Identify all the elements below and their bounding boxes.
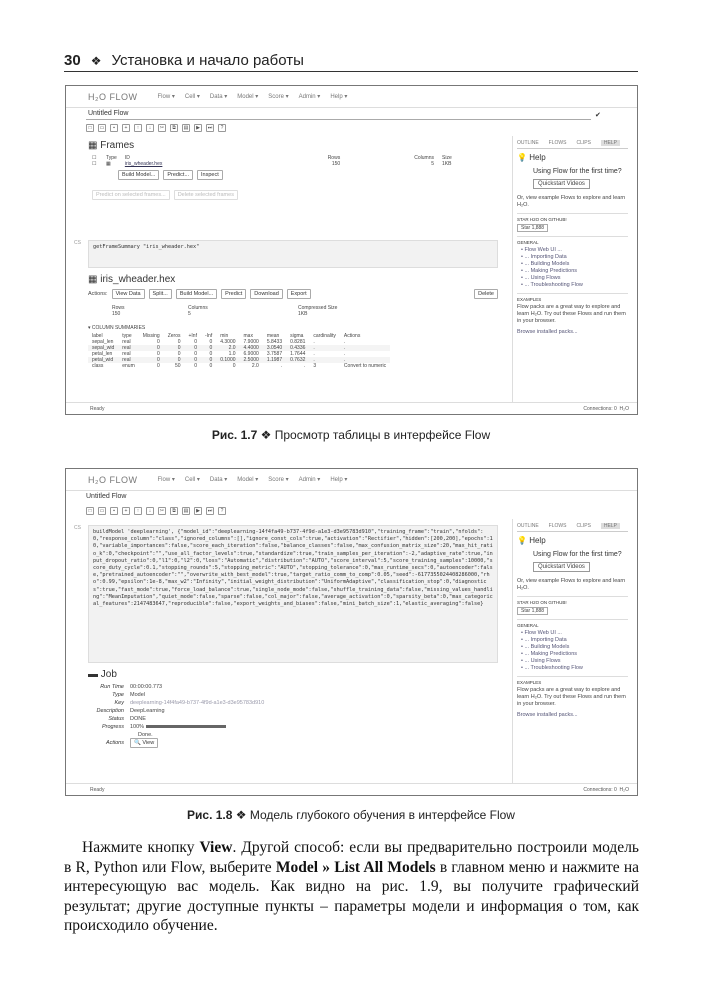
table-cell: 6.9000 (243, 351, 259, 357)
table-cell: 1.0 (228, 351, 236, 357)
menu-help[interactable]: Help ▾ (330, 477, 348, 483)
job-field-value: Model (130, 692, 145, 698)
connections-count: Connections: 0 (583, 786, 617, 793)
new-icon[interactable]: □ (86, 507, 94, 515)
table-cell: 7.9000 (243, 339, 259, 345)
table-cell: 0 (177, 339, 181, 345)
table-cell: 0 (209, 357, 213, 363)
menu-admin[interactable]: Admin ▾ (298, 477, 321, 483)
connections-count: Connections: 0 (583, 405, 617, 412)
table-cell: 0 (194, 351, 197, 357)
list-item[interactable]: • ... Building Models (521, 644, 570, 650)
h2o-logo: H₂O (619, 786, 629, 793)
table-cell: 0.4336 (290, 345, 306, 351)
table-cell: 0.7632 (290, 357, 306, 363)
browse-packs-link[interactable]: Browse installed packs... (517, 329, 578, 335)
predict-button[interactable]: Predict... (163, 170, 193, 180)
save-icon[interactable]: ▪ (110, 124, 118, 132)
table-cell: . (343, 351, 346, 357)
list-item[interactable]: • ... Making Predictions (521, 268, 578, 274)
job-field-label: Description (96, 708, 124, 714)
table-cell: 0.8281 (290, 339, 306, 345)
open-icon[interactable]: ▭ (99, 508, 105, 514)
menu-cell[interactable]: Cell ▾ (184, 94, 200, 100)
run-icon[interactable]: ▶ (194, 124, 202, 132)
tab-flows[interactable]: FLOWS (548, 523, 567, 529)
check-icon[interactable]: ✔ (595, 112, 601, 119)
table-cell: 0 (232, 363, 236, 369)
tab-outline[interactable]: OUTLINE (517, 523, 539, 529)
tab-outline[interactable]: OUTLINE (517, 140, 539, 146)
build-model-button[interactable]: Build Model... (118, 170, 159, 180)
help-icon[interactable]: ? (218, 507, 226, 515)
menu-data[interactable]: Data ▾ (209, 94, 228, 100)
table-cell: class (92, 363, 104, 369)
inspect-button[interactable]: Inspect (197, 170, 223, 180)
table-cell: real (122, 351, 131, 357)
column-header: max (243, 333, 253, 339)
body-paragraph: Нажмите кнопку View. Другой способ: если вы предварительно построили модель в R, Python или Flow, выберите Model » List All Models в главном меню и нажмите на интересующую вас модель. Как видно на рис. 1.9, вы получите графический результат; другие доступные пункты – параметры модели и информация о том, как происходило обучение. (64, 839, 639, 934)
menu-data[interactable]: Data ▾ (209, 477, 228, 483)
help-link[interactable]: ... Troubleshooting Flow (524, 665, 583, 671)
quickstart-videos-button[interactable]: Quickstart Videos (533, 562, 590, 572)
diamond-icon: ❖ (90, 53, 102, 68)
job-field-label: Key (114, 700, 124, 706)
table-cell: . (313, 351, 315, 357)
table-cell: . (304, 363, 306, 369)
diamond-icon: ❖ (260, 428, 272, 442)
table-cell: real (122, 339, 131, 345)
page-number: 30 (64, 52, 81, 69)
star-button[interactable]: Star 1,888 (517, 224, 548, 232)
new-icon[interactable]: □ (86, 124, 94, 132)
list-item[interactable]: • ... Troubleshooting Flow (521, 282, 583, 288)
table-cell: 2.0 (228, 345, 236, 351)
help-link[interactable]: ... Troubleshooting Flow (524, 282, 583, 288)
move-up-icon[interactable]: ↑ (134, 507, 142, 515)
tab-flows[interactable]: FLOWS (548, 140, 567, 146)
table-cell: 0 (194, 363, 197, 369)
examples-label: EXAMPLES (517, 293, 628, 302)
table-cell: 1.1987 (266, 357, 283, 363)
cut-icon[interactable]: ✂ (159, 508, 165, 514)
table-cell: 2.0 (251, 363, 259, 369)
table-cell: . (313, 339, 315, 345)
table-cell: 0 (177, 351, 181, 357)
flow-topbar (66, 469, 637, 491)
general-links (517, 630, 628, 672)
h2o-flow-logo: H₂O FLOW (88, 91, 138, 102)
table-cell: 0 (194, 345, 197, 351)
table-cell: . (343, 345, 346, 351)
move-up-icon[interactable]: ↑ (134, 124, 142, 132)
browse-packs-link[interactable]: Browse installed packs... (517, 712, 578, 718)
h2o-logo: H₂O (619, 405, 629, 412)
help-sidebar (512, 136, 632, 402)
examples-text: Flow packs are a great way to explore and learn H₂O. Try out these Flows and run them in your browser. (517, 304, 626, 324)
table-cell[interactable]: Convert to numeric (343, 363, 387, 369)
quickstart-videos-button[interactable]: Quickstart Videos (533, 179, 590, 189)
main-menu (158, 476, 348, 483)
download-button[interactable]: Download (250, 289, 282, 299)
section-title: Установка и начало работы (111, 52, 304, 69)
general-label: GENERAL (517, 236, 628, 245)
status-bar (66, 783, 637, 795)
actions-label: Actions: (88, 291, 108, 297)
table-cell: enum (122, 363, 135, 369)
run-all-icon[interactable]: ⏭ (207, 125, 213, 131)
tab-clips[interactable]: CLIPS (576, 523, 591, 529)
job-field-value: deeplearning-14f4fa49-b737-4f9d-a1e3-d3e95783d910 (130, 700, 265, 706)
column-header: -Inf (204, 333, 213, 339)
job-field-label: Status (108, 716, 124, 722)
list-item[interactable]: • ... Making Predictions (521, 651, 578, 657)
menu-help[interactable]: Help ▾ (330, 94, 348, 100)
build-model-button[interactable]: Build Model... (176, 289, 217, 299)
menu-flow[interactable]: Flow ▾ (157, 94, 175, 100)
table-cell: 0 (156, 351, 160, 357)
notebook-title-input[interactable]: Untitled Flow (86, 110, 591, 120)
table-cell: . (343, 339, 346, 345)
help-link[interactable]: ... Building Models (524, 644, 570, 650)
open-icon[interactable]: ▭ (99, 125, 105, 131)
column-summaries-title: ▾ COLUMN SUMMARIES (88, 325, 146, 331)
run-icon[interactable]: ▶ (194, 507, 202, 515)
main-menu (158, 93, 348, 100)
progress-bar (146, 725, 226, 728)
help-link[interactable]: ... Building Models (524, 261, 570, 267)
table-cell: sepal_len (92, 339, 114, 345)
menu-score[interactable]: Score ▾ (268, 477, 289, 483)
column-header: sigma (290, 333, 304, 339)
help-link[interactable]: ... Making Predictions (524, 651, 578, 657)
diamond-icon: ❖ (235, 808, 247, 822)
job-field-value[interactable] (130, 740, 498, 746)
table-cell: real (122, 345, 131, 351)
figure-1-7-screenshot (65, 85, 638, 415)
copy-icon[interactable]: ⧉ (170, 507, 178, 515)
menu-admin[interactable]: Admin ▾ (298, 94, 321, 100)
split-button[interactable]: Split... (149, 289, 172, 299)
examples-text: Flow packs are a great way to explore and learn H₂O. Try out these Flows and run them in your browser. (517, 687, 626, 707)
table-cell: 3 (313, 363, 317, 369)
table-cell: . (280, 363, 283, 369)
table-cell: 5.8433 (266, 339, 283, 345)
cell-gutter: CS (74, 240, 81, 246)
help-title: 💡 Help (517, 153, 546, 162)
help-link[interactable]: Flow Web UI ... (524, 247, 562, 253)
add-cell-icon[interactable]: + (122, 507, 130, 515)
column-header: Zeros (167, 333, 181, 339)
table-cell: 0 (209, 345, 213, 351)
list-item[interactable]: • Flow Web UI ... (521, 247, 562, 253)
menu-cell[interactable]: Cell ▾ (184, 477, 200, 483)
first-time-text: Using Flow for the first time? (533, 168, 622, 175)
help-title: 💡 Help (517, 536, 546, 545)
run-all-icon[interactable]: ⏭ (207, 508, 213, 514)
job-field-label (88, 732, 124, 738)
cut-icon[interactable]: ✂ (159, 125, 165, 131)
table-cell: 0 (209, 339, 213, 345)
delete-selected-button[interactable]: Delete selected frames (174, 190, 238, 200)
help-sidebar (512, 519, 632, 783)
table-row (88, 363, 390, 369)
code-cell[interactable]: getFrameSummary "iris_wheader.hex" (88, 240, 498, 268)
column-header: label (92, 333, 103, 339)
table-cell: petal_len (92, 351, 113, 357)
status-bar (66, 402, 637, 414)
notebook-toolbar (66, 122, 637, 134)
move-down-icon[interactable]: ↓ (146, 124, 154, 132)
job-field-value: 00:00:00.773 (130, 684, 163, 690)
tab-help[interactable]: HELP (601, 523, 620, 529)
notebook-toolbar (66, 505, 637, 517)
menu-score[interactable]: Score ▾ (268, 94, 289, 100)
star-button[interactable]: Star 1,888 (517, 607, 548, 615)
job-field-label: Run Time (100, 684, 124, 690)
menu-model[interactable]: Model ▾ (237, 477, 259, 483)
job-field-label: Type (112, 692, 124, 698)
frames-table: ☐ Type ID Rows Columns Size ☐ ▦ iris_wheader.hex 150 5 1KB (88, 155, 498, 167)
page-header (64, 50, 638, 72)
table-cell: 1.7644 (290, 351, 306, 357)
help-or-text: Or, view example Flows to explore and learn H₂O. (517, 578, 626, 591)
menu-flow[interactable]: Flow ▾ (157, 477, 175, 483)
table-cell: 0 (177, 345, 181, 351)
column-header: Missing (142, 333, 160, 339)
list-item[interactable]: • ... Using Flows (521, 658, 561, 664)
table-cell: 4.3000 (220, 339, 236, 345)
table-cell: . (313, 357, 315, 363)
flow-topbar (66, 86, 637, 108)
view-button[interactable]: 🔍 View (130, 738, 158, 748)
table-cell: 0 (156, 363, 160, 369)
table-cell: 0 (194, 357, 197, 363)
list-item[interactable]: • ... Importing Data (521, 637, 567, 643)
copy-icon[interactable]: ⧉ (170, 124, 178, 132)
first-time-text: Using Flow for the first time? (533, 551, 622, 558)
frame-name-title: ▦ iris_wheader.hex (88, 274, 176, 285)
job-field-value: 100% (130, 724, 498, 730)
help-icon[interactable]: ? (218, 124, 226, 132)
notebook-title[interactable]: Untitled Flow (86, 493, 127, 500)
job-field-value: Done. (138, 732, 153, 738)
job-field-label: Progress (101, 724, 124, 730)
table-row[interactable]: ☐ ▦ iris_wheader.hex 150 5 1KB (92, 161, 452, 167)
figure-1-8-screenshot (65, 468, 638, 796)
table-cell: real (122, 357, 131, 363)
cell-gutter: CS (74, 525, 81, 531)
table-cell: 3.7587 (266, 351, 283, 357)
list-item[interactable]: • ... Troubleshooting Flow (521, 665, 583, 671)
help-link[interactable]: ... Using Flows (524, 658, 561, 664)
save-icon[interactable]: ▪ (110, 507, 118, 515)
paste-icon[interactable]: ▤ (183, 508, 189, 514)
paste-icon[interactable]: ▤ (183, 125, 189, 131)
general-links (517, 247, 628, 289)
column-header: cardinality (313, 333, 336, 339)
table-cell: 0.1000 (220, 357, 236, 363)
help-link[interactable]: ... Using Flows (524, 275, 561, 281)
frames-title: ▦ Frames (88, 140, 135, 151)
star-label: STAR H2O ON GITHUB! (517, 596, 628, 605)
figure-1-8-caption: Рис. 1.8 ❖ Модель глубокого обучения в интерфейсе Flow (187, 808, 515, 822)
table-cell: 2.5000 (243, 357, 259, 363)
help-or-text: Or, view example Flows to explore and learn H₂O. (517, 195, 626, 208)
delete-button[interactable]: Delete (474, 289, 498, 299)
column-header: type (122, 333, 132, 339)
status-ready: Ready (90, 786, 105, 793)
status-ready: Ready (90, 405, 105, 412)
menu-model[interactable]: Model ▾ (237, 94, 259, 100)
add-cell-icon[interactable]: + (122, 124, 130, 132)
table-cell: . (313, 345, 315, 351)
job-title: ▬ Job (88, 669, 117, 680)
view-data-button[interactable]: View Data (112, 289, 145, 299)
table-cell: 0 (156, 357, 160, 363)
table-cell: . (343, 357, 346, 363)
general-label: GENERAL (517, 619, 628, 628)
progress-fill (146, 725, 226, 728)
table-cell: 0 (209, 351, 213, 357)
table-cell: 50 (174, 363, 181, 369)
table-cell: 0 (156, 345, 160, 351)
frame-summary-table: Rows Columns Compressed Size 150 5 1KB (112, 305, 338, 317)
help-link[interactable]: ... Importing Data (524, 254, 567, 260)
examples-label: EXAMPLES (517, 676, 628, 685)
list-item[interactable]: • ... Building Models (521, 261, 570, 267)
table-cell: petal_wid (92, 357, 114, 363)
list-item[interactable]: • Flow Web UI ... (521, 630, 562, 636)
column-summaries-table (88, 333, 390, 369)
table-cell: 0 (209, 363, 213, 369)
star-label: STAR H2O ON GITHUB! (517, 213, 628, 222)
job-field-value: DeepLearning (130, 708, 165, 714)
tab-clips[interactable]: CLIPS (576, 140, 591, 146)
h2o-flow-logo: H₂O FLOW (88, 474, 138, 485)
help-link[interactable]: ... Making Predictions (524, 268, 578, 274)
job-field-value: DONE (130, 716, 146, 722)
column-header: mean (266, 333, 280, 339)
figure-1-7-caption: Рис. 1.7 ❖ Просмотр таблицы в интерфейсе Flow (211, 428, 491, 442)
column-header: Actions (343, 333, 361, 339)
list-item[interactable]: • ... Importing Data (521, 254, 567, 260)
predict-selected-button[interactable]: Predict on selected frames... (92, 190, 170, 200)
column-header: +Inf (188, 333, 197, 339)
tab-help[interactable]: HELP (601, 140, 620, 146)
predict-button[interactable]: Predict (221, 289, 246, 299)
table-cell: 3.0540 (266, 345, 283, 351)
list-item[interactable]: • ... Using Flows (521, 275, 561, 281)
table-cell: 0 (194, 339, 197, 345)
table-cell: 0 (156, 339, 160, 345)
help-link[interactable]: ... Importing Data (524, 637, 567, 643)
job-details (88, 684, 498, 746)
job-field-label: Actions (105, 740, 124, 746)
table-cell: 4.4000 (243, 345, 259, 351)
table-cell: sepal_wid (92, 345, 115, 351)
build-model-code-cell[interactable]: buildModel 'deeplearning', {"model_id":"deeplearning-14f4fa49-b737-4f9d-a1e3-d3e95783d910","training_frame":"train","nfolds":0,"response_column":"class","ignored_columns":[],"ignore_const_cols":true,"activation":"Rectifier","hidden":[200,200],"epochs":10,"variable_importances":false,"score_each_iteration":false,"balance_classes":false,"max_confusion_matrix_size":20,"max_hit_ratio_k":0,"checkpoint":"","use_all_factor_levels":true,"standardize":true,"train_samples_per_iteration":-2,"adaptive_rate":true,"input_dropout_ratio":0,"l1":0,"l2":0,"loss":"Automatic","distribution":"AUTO","score_interval":5,"score_training_samples":10000,"score_duty_cycle":0.1,"stopping_rounds":5,"stopping_metric":"AUTO","stopping_tolerance":0,"max_runtime_secs":0,"autoencoder":false,"pretrained_autoencoder":"","overwrite_with_best_model":true,"target_ratio_comm_to_comp":0.05,"seed":-6177355024408286000,"rho":0.99,"epsilon":1e-8,"max_w2":"Infinity","initial_weight_distribution":"UniformAdaptive","classification_stop":0,"diagnostics":true,"fast_mode":true,"force_load_balance":true,"single_node_mode":false,"shuffle_training_data":false,"missing_values_handling":"MeanImputation","quiet_mode":false,"sparse":false,"col_major":false,"average_activation":0,"sparsity_beta":0,"max_categorical_features":2147483647,"reproducible":false,"export_weights_and_biases":false,"mini_batch_size":1,"elastic_averaging":false} (88, 525, 498, 663)
help-link[interactable]: Flow Web UI ... (524, 630, 562, 636)
export-button[interactable]: Export (287, 289, 311, 299)
table-cell: 0 (177, 357, 181, 363)
column-header: min (220, 333, 229, 339)
move-down-icon[interactable]: ↓ (146, 507, 154, 515)
